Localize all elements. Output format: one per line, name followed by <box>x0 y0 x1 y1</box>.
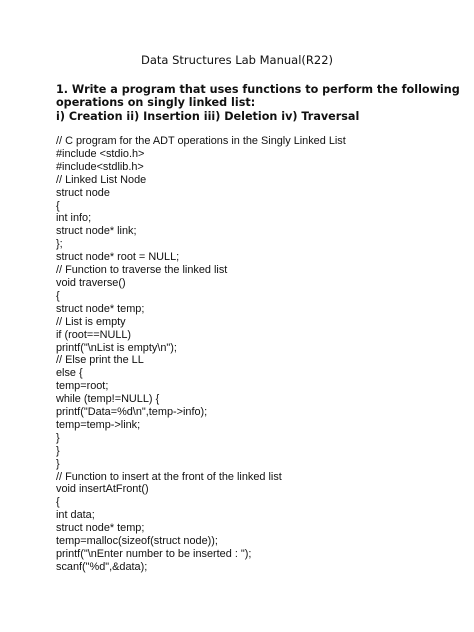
heading-line: i) Creation ii) Insertion iii) Deletion iv) Traversal <box>56 109 360 123</box>
question-heading <box>56 83 460 123</box>
code-line: temp=malloc(sizeof(struct node)); <box>56 535 218 548</box>
code-line: #include<stdlib.h> <box>56 160 144 173</box>
code-line: printf("\nEnter number to be inserted : "); <box>56 548 252 560</box>
heading-line: 1. Write a program that uses functions to perform the following <box>56 83 460 96</box>
code-line: struct node* link; <box>56 225 137 238</box>
code-block <box>56 135 346 574</box>
heading-line: operations on singly linked list: <box>56 96 256 110</box>
document-title: Data Structures Lab Manual(R22) <box>140 53 334 67</box>
code-line: while (temp!=NULL) { <box>56 393 160 406</box>
code-line: struct node* temp; <box>56 522 145 535</box>
code-line: temp=temp->link; <box>56 418 141 431</box>
code-line: int data; <box>56 509 95 522</box>
code-line: { <box>56 289 60 302</box>
code-line: // C program for the ADT operations in the Singly Linked List <box>56 135 346 147</box>
code-line: // Function to traverse the linked list <box>56 264 228 277</box>
code-line: } <box>56 431 60 444</box>
code-line: temp=root; <box>56 380 109 393</box>
code-line: struct node* temp; <box>56 302 145 315</box>
code-line: }; <box>56 238 63 251</box>
code-line: void traverse() <box>56 276 126 289</box>
code-line: scanf("%d",&data); <box>56 560 148 573</box>
code-line: // Linked List Node <box>56 173 147 186</box>
code-line: void insertAtFront() <box>56 483 149 496</box>
code-line: // Else print the LL <box>56 354 144 367</box>
code-line: struct node <box>56 186 110 199</box>
code-line: // List is empty <box>56 315 126 328</box>
code-line: } <box>56 444 60 457</box>
code-line: int info; <box>56 212 92 225</box>
code-line: // Function to insert at the front of the linked list <box>56 470 282 483</box>
code-line: printf("Data=%d\n",temp->info); <box>56 406 208 419</box>
code-line: #include <stdio.h> <box>56 147 145 160</box>
code-line: if (root==NULL) <box>56 328 132 341</box>
code-line: } <box>56 457 60 470</box>
code-line: else { <box>56 367 83 380</box>
code-line: { <box>56 496 60 509</box>
code-line: { <box>56 199 60 212</box>
code-line: printf("\nList is empty\n"); <box>56 341 177 354</box>
code-line: struct node* root = NULL; <box>56 251 180 264</box>
